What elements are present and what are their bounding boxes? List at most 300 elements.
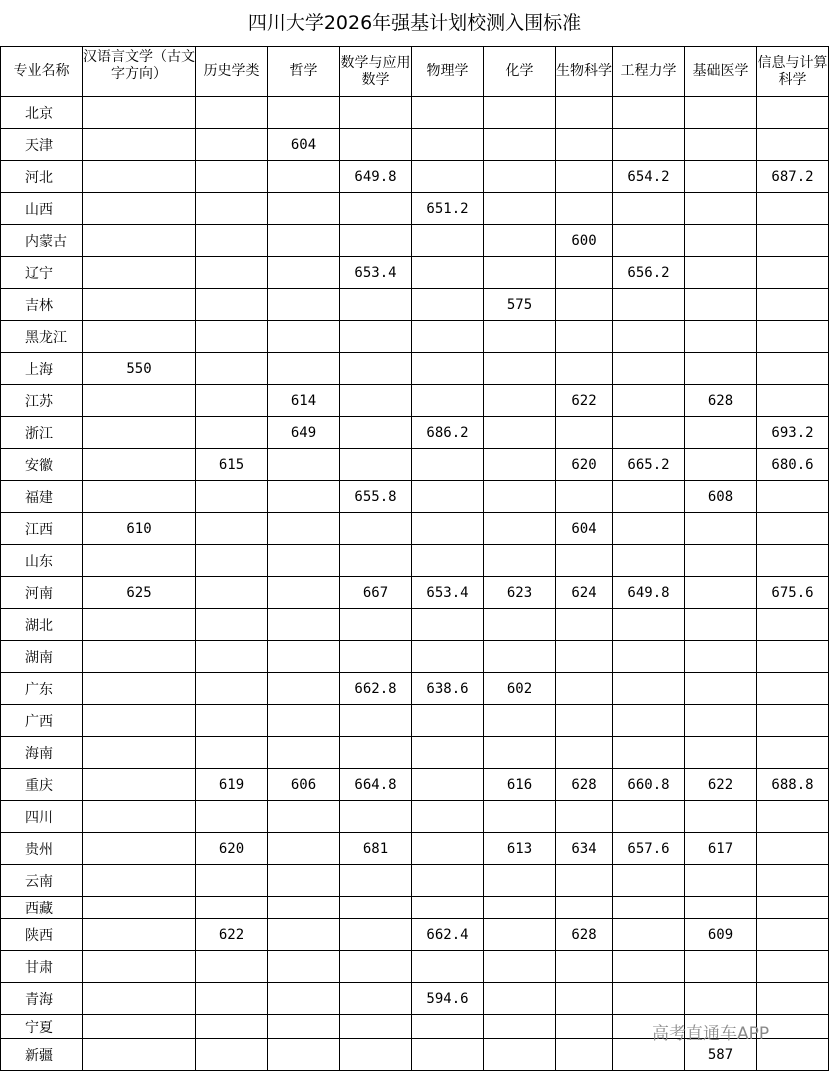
score-cell — [83, 983, 196, 1015]
score-cell — [685, 577, 757, 609]
score-cell — [196, 481, 268, 513]
score-cell — [340, 983, 412, 1015]
score-cell: 604 — [268, 129, 340, 161]
score-cell — [556, 257, 613, 289]
score-cell — [412, 641, 484, 673]
score-cell — [268, 1039, 340, 1071]
province-cell: 新疆 — [1, 1039, 83, 1071]
score-cell — [268, 833, 340, 865]
score-cell — [268, 161, 340, 193]
score-cell — [83, 769, 196, 801]
score-cell — [556, 673, 613, 705]
score-cell — [757, 513, 829, 545]
score-cell — [685, 129, 757, 161]
score-cell: 587 — [685, 1039, 757, 1071]
score-cell — [268, 481, 340, 513]
score-cell — [757, 385, 829, 417]
score-cell — [556, 1039, 613, 1071]
score-cell — [268, 513, 340, 545]
score-cell — [268, 577, 340, 609]
table-row — [1, 801, 829, 833]
table-row — [1, 865, 829, 897]
score-cell: 662.4 — [412, 919, 484, 951]
province-cell: 江苏 — [1, 385, 83, 417]
score-cell — [340, 321, 412, 353]
score-cell — [340, 609, 412, 641]
table-row — [1, 449, 829, 481]
score-cell — [83, 737, 196, 769]
score-cell — [685, 983, 757, 1015]
score-cell — [268, 1015, 340, 1039]
table-body — [1, 97, 829, 1071]
score-cell — [484, 225, 556, 257]
score-cell — [685, 289, 757, 321]
score-cell — [556, 897, 613, 919]
score-cell — [196, 1015, 268, 1039]
header-label: 工程力学 — [620, 63, 677, 79]
province-cell: 湖南 — [1, 641, 83, 673]
score-cell — [196, 983, 268, 1015]
score-cell — [196, 129, 268, 161]
score-cell — [196, 951, 268, 983]
score-cell — [556, 161, 613, 193]
score-cell — [340, 705, 412, 737]
table-row — [1, 609, 829, 641]
score-cell — [613, 801, 685, 833]
table-row — [1, 417, 829, 449]
score-cell: 653.4 — [340, 257, 412, 289]
score-cell: 687.2 — [757, 161, 829, 193]
province-cell: 宁夏 — [1, 1015, 83, 1039]
header-chinese-lit — [83, 47, 196, 97]
score-cell — [556, 865, 613, 897]
score-cell — [613, 705, 685, 737]
score-cell — [340, 97, 412, 129]
province-cell: 浙江 — [1, 417, 83, 449]
score-cell — [340, 641, 412, 673]
score-cell — [268, 321, 340, 353]
score-cell — [613, 513, 685, 545]
score-cell — [412, 865, 484, 897]
table-row — [1, 769, 829, 801]
score-cell: 575 — [484, 289, 556, 321]
province-cell: 河南 — [1, 577, 83, 609]
score-cell — [757, 481, 829, 513]
score-cell — [83, 129, 196, 161]
province-cell: 内蒙古 — [1, 225, 83, 257]
score-cell — [484, 609, 556, 641]
score-cell — [83, 97, 196, 129]
score-cell — [556, 289, 613, 321]
score-cell — [83, 449, 196, 481]
score-cell — [613, 385, 685, 417]
score-cell — [412, 1039, 484, 1071]
table-row — [1, 833, 829, 865]
score-cell: 655.8 — [340, 481, 412, 513]
score-cell — [196, 801, 268, 833]
score-cell — [757, 673, 829, 705]
score-cell — [412, 1015, 484, 1039]
score-cell — [268, 257, 340, 289]
score-cell: 638.6 — [412, 673, 484, 705]
score-cell — [685, 321, 757, 353]
header-label: 信息与计算科学 — [757, 54, 828, 88]
score-cell — [685, 417, 757, 449]
score-cell — [757, 289, 829, 321]
score-cell: 634 — [556, 833, 613, 865]
score-cell — [613, 481, 685, 513]
score-cell: 675.6 — [757, 577, 829, 609]
score-cell — [268, 865, 340, 897]
score-cell: 550 — [83, 353, 196, 385]
score-cell — [685, 865, 757, 897]
score-cell — [685, 353, 757, 385]
score-cell — [484, 951, 556, 983]
score-cell — [83, 257, 196, 289]
score-cell — [757, 897, 829, 919]
score-cell — [556, 641, 613, 673]
score-cell — [196, 1039, 268, 1071]
score-cell — [412, 161, 484, 193]
score-cell — [340, 951, 412, 983]
score-cell: 649 — [268, 417, 340, 449]
score-cell — [196, 257, 268, 289]
table-row — [1, 321, 829, 353]
score-cell — [556, 129, 613, 161]
score-cell — [613, 737, 685, 769]
province-cell: 吉林 — [1, 289, 83, 321]
score-cell: 602 — [484, 673, 556, 705]
score-cell: 651.2 — [412, 193, 484, 225]
province-cell: 重庆 — [1, 769, 83, 801]
score-cell — [340, 225, 412, 257]
score-cell — [340, 289, 412, 321]
province-cell: 陕西 — [1, 919, 83, 951]
score-cell — [268, 897, 340, 919]
score-cell: 625 — [83, 577, 196, 609]
table-row — [1, 577, 829, 609]
score-cell — [268, 705, 340, 737]
score-cell — [196, 865, 268, 897]
score-cell — [484, 919, 556, 951]
score-cell — [268, 673, 340, 705]
score-cell: 623 — [484, 577, 556, 609]
score-cell — [757, 983, 829, 1015]
score-cell — [268, 545, 340, 577]
score-cell — [757, 865, 829, 897]
table-row — [1, 705, 829, 737]
score-cell — [484, 257, 556, 289]
header-row — [1, 47, 829, 97]
score-cell — [412, 897, 484, 919]
score-cell — [484, 705, 556, 737]
score-cell — [757, 321, 829, 353]
score-cell: 681 — [340, 833, 412, 865]
score-cell — [340, 897, 412, 919]
table-row — [1, 983, 829, 1015]
score-cell — [412, 257, 484, 289]
score-cell — [613, 321, 685, 353]
score-cell — [556, 97, 613, 129]
score-cell — [685, 161, 757, 193]
score-cell: 628 — [685, 385, 757, 417]
score-cell — [685, 609, 757, 641]
score-cell — [613, 897, 685, 919]
score-cell — [757, 353, 829, 385]
score-cell — [484, 417, 556, 449]
score-cell — [83, 1039, 196, 1071]
province-cell: 贵州 — [1, 833, 83, 865]
header-label: 哲学 — [289, 63, 318, 79]
score-cell — [685, 513, 757, 545]
score-cell — [196, 417, 268, 449]
score-cell — [685, 545, 757, 577]
score-cell — [613, 129, 685, 161]
province-cell: 安徽 — [1, 449, 83, 481]
score-cell — [268, 801, 340, 833]
score-cell — [412, 705, 484, 737]
score-cell: 654.2 — [613, 161, 685, 193]
score-cell — [613, 641, 685, 673]
score-cell — [613, 545, 685, 577]
table-row — [1, 353, 829, 385]
score-cell: 624 — [556, 577, 613, 609]
table-row — [1, 737, 829, 769]
score-cell — [613, 673, 685, 705]
score-cell — [340, 417, 412, 449]
province-cell: 天津 — [1, 129, 83, 161]
score-cell — [556, 951, 613, 983]
score-cell — [340, 129, 412, 161]
score-cell: 680.6 — [757, 449, 829, 481]
province-cell: 广西 — [1, 705, 83, 737]
score-cell: 619 — [196, 769, 268, 801]
score-cell — [484, 545, 556, 577]
table-row — [1, 161, 829, 193]
score-cell: 665.2 — [613, 449, 685, 481]
score-cell — [412, 951, 484, 983]
score-cell — [556, 609, 613, 641]
score-cell — [340, 545, 412, 577]
score-cell — [613, 865, 685, 897]
score-cell — [83, 919, 196, 951]
score-cell: 608 — [685, 481, 757, 513]
score-cell — [757, 193, 829, 225]
score-cell — [83, 833, 196, 865]
score-cell — [196, 161, 268, 193]
score-cell — [412, 225, 484, 257]
table-row — [1, 897, 829, 919]
score-cell — [685, 705, 757, 737]
score-cell — [83, 193, 196, 225]
score-cell — [196, 225, 268, 257]
province-cell: 海南 — [1, 737, 83, 769]
header-physics — [412, 47, 484, 97]
score-cell — [556, 705, 613, 737]
score-cell — [757, 225, 829, 257]
header-history — [196, 47, 268, 97]
table-row — [1, 257, 829, 289]
score-cell — [484, 641, 556, 673]
score-cell — [685, 641, 757, 673]
score-cell — [196, 513, 268, 545]
score-cell — [484, 983, 556, 1015]
score-cell — [412, 129, 484, 161]
score-cell: 617 — [685, 833, 757, 865]
score-cell — [83, 801, 196, 833]
score-cell: 613 — [484, 833, 556, 865]
score-cell — [484, 801, 556, 833]
score-cell — [685, 225, 757, 257]
table-row — [1, 641, 829, 673]
score-cell — [685, 897, 757, 919]
score-cell — [340, 919, 412, 951]
score-cell — [83, 417, 196, 449]
score-cell — [83, 641, 196, 673]
score-cell: 620 — [556, 449, 613, 481]
table-row — [1, 513, 829, 545]
score-cell — [613, 919, 685, 951]
score-cell: 622 — [556, 385, 613, 417]
score-cell — [484, 385, 556, 417]
score-cell — [196, 353, 268, 385]
score-cell — [412, 545, 484, 577]
score-cell — [83, 321, 196, 353]
score-cell — [613, 225, 685, 257]
score-cell — [412, 833, 484, 865]
score-cell — [412, 97, 484, 129]
score-cell — [196, 545, 268, 577]
header-chemistry — [484, 47, 556, 97]
table-row — [1, 385, 829, 417]
score-cell — [83, 609, 196, 641]
header-eng-mechanics — [613, 47, 685, 97]
score-cell — [613, 353, 685, 385]
score-cell — [685, 673, 757, 705]
table-row — [1, 289, 829, 321]
score-cell — [268, 951, 340, 983]
score-cell — [412, 737, 484, 769]
score-cell — [685, 737, 757, 769]
score-cell: 628 — [556, 919, 613, 951]
score-cell — [484, 897, 556, 919]
score-cell — [484, 737, 556, 769]
score-cell — [340, 353, 412, 385]
score-cell — [757, 609, 829, 641]
score-cell — [196, 737, 268, 769]
score-cell — [412, 513, 484, 545]
table-row — [1, 545, 829, 577]
score-cell — [757, 833, 829, 865]
score-cell — [83, 545, 196, 577]
header-biology — [556, 47, 613, 97]
score-cell — [268, 193, 340, 225]
score-cell — [685, 449, 757, 481]
score-cell — [196, 289, 268, 321]
score-cell: 667 — [340, 577, 412, 609]
score-cell — [613, 289, 685, 321]
score-cell: 688.8 — [757, 769, 829, 801]
score-cell — [196, 193, 268, 225]
score-cell — [484, 321, 556, 353]
score-cell — [340, 193, 412, 225]
score-cell — [196, 897, 268, 919]
score-cell — [83, 897, 196, 919]
score-cell — [196, 641, 268, 673]
score-cell — [613, 609, 685, 641]
table-row — [1, 673, 829, 705]
table-row — [1, 481, 829, 513]
score-cell — [268, 449, 340, 481]
score-cell — [268, 97, 340, 129]
score-cell — [83, 865, 196, 897]
header-label: 历史学类 — [203, 63, 260, 79]
province-cell: 北京 — [1, 97, 83, 129]
score-cell — [83, 161, 196, 193]
score-cell — [268, 353, 340, 385]
province-cell: 山西 — [1, 193, 83, 225]
score-cell: 649.8 — [613, 577, 685, 609]
score-cell: 664.8 — [340, 769, 412, 801]
score-cell — [83, 705, 196, 737]
score-cell — [340, 737, 412, 769]
score-cell — [412, 769, 484, 801]
score-cell: 660.8 — [613, 769, 685, 801]
score-cell — [484, 449, 556, 481]
score-cell — [757, 97, 829, 129]
score-cell: 649.8 — [340, 161, 412, 193]
header-label: 物理学 — [426, 63, 469, 79]
score-cell — [484, 513, 556, 545]
score-cell — [556, 353, 613, 385]
score-cell: 657.6 — [613, 833, 685, 865]
header-basic-medicine — [685, 47, 757, 97]
score-cell — [484, 129, 556, 161]
score-cell — [613, 97, 685, 129]
score-cell: 656.2 — [613, 257, 685, 289]
score-cell — [196, 321, 268, 353]
province-cell: 云南 — [1, 865, 83, 897]
table-row — [1, 225, 829, 257]
score-cell — [83, 225, 196, 257]
province-cell: 山东 — [1, 545, 83, 577]
score-cell — [268, 737, 340, 769]
score-cell — [83, 481, 196, 513]
header-label: 数学与应用数学 — [340, 54, 411, 88]
score-cell — [268, 641, 340, 673]
admission-standards-table — [0, 46, 829, 1071]
score-cell — [757, 705, 829, 737]
header-label: 生物科学 — [556, 63, 612, 79]
score-cell — [484, 481, 556, 513]
score-cell: 609 — [685, 919, 757, 951]
score-cell — [340, 385, 412, 417]
header-math — [340, 47, 412, 97]
score-cell — [613, 193, 685, 225]
score-cell — [613, 983, 685, 1015]
score-cell — [83, 385, 196, 417]
score-cell: 616 — [484, 769, 556, 801]
score-cell — [757, 919, 829, 951]
province-cell: 甘肃 — [1, 951, 83, 983]
score-cell — [340, 801, 412, 833]
score-cell — [484, 97, 556, 129]
score-cell — [340, 449, 412, 481]
score-cell — [556, 481, 613, 513]
header-label: 基础医学 — [692, 63, 749, 79]
province-cell: 上海 — [1, 353, 83, 385]
score-cell — [196, 97, 268, 129]
